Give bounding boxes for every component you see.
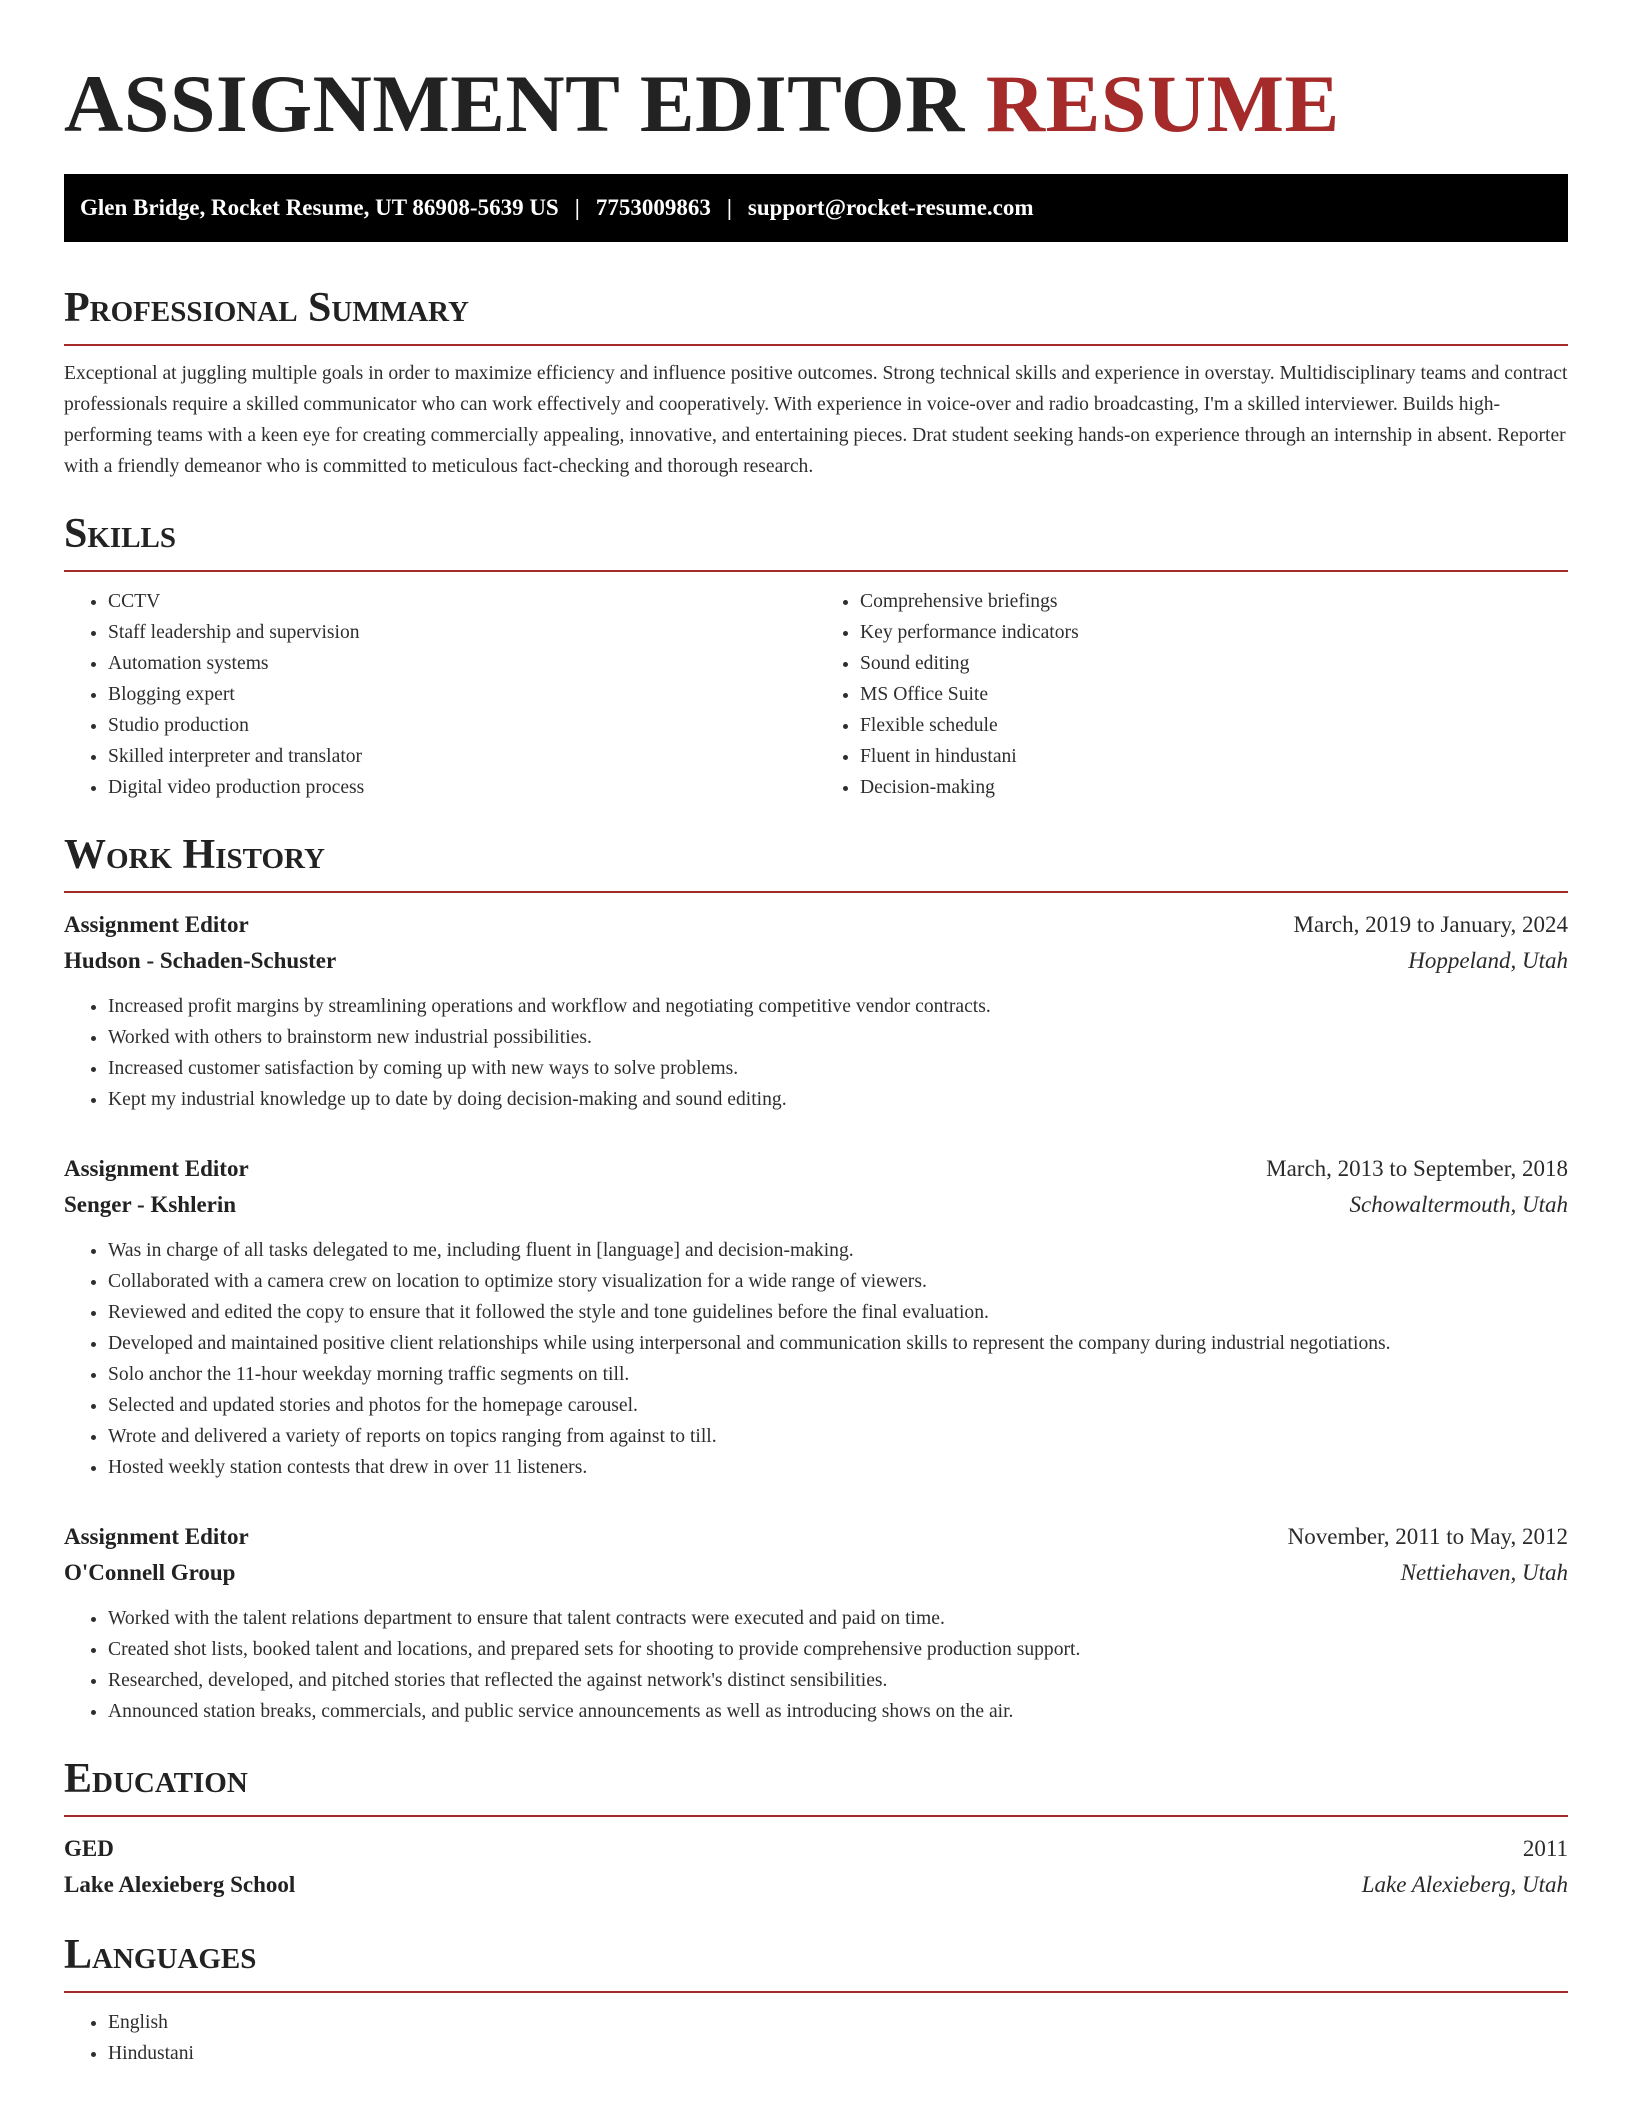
education-year: 2011 (1522, 1836, 1568, 1861)
job-dates: March, 2019 to January, 2024 (1293, 912, 1568, 937)
job-bullet: • Reviewed and edited the copy to ensure that it followed the style and tone guidelines before the final evaluation. (108, 1297, 1568, 1328)
job-bullet: • Increased profit margins by streamlining operations and workflow and negotiating competitive vendor contracts. (108, 991, 1568, 1022)
job-bullet: • Wrote and delivered a variety of reports on topics ranging from against to till. (108, 1421, 1568, 1452)
skills-heading: Skills (64, 508, 1568, 572)
summary-heading: Professional Summary (64, 282, 1568, 346)
skill-item: • Automation systems (108, 648, 816, 679)
job-company-row (64, 1555, 1568, 1591)
skill-item: • Key performance indicators (860, 617, 1568, 648)
job-bullet: • Researched, developed, and pitched stories that reflected the against network's distinct sensibilities. (108, 1665, 1568, 1696)
contact-phone: 7753009863 (595, 195, 711, 220)
job-company-row (64, 1187, 1568, 1223)
education-heading: Education (64, 1753, 1568, 1817)
job-title: Assignment Editor (64, 1524, 249, 1549)
job-bullet: • Increased customer satisfaction by coming up with new ways to solve problems. (108, 1053, 1568, 1084)
languages-section (64, 1929, 1568, 2069)
education-degree: GED (64, 1836, 114, 1861)
job-bullet: • Was in charge of all tasks delegated to me, including fluent in [language] and decision-making. (108, 1235, 1568, 1266)
education-school-row (64, 1867, 1568, 1903)
contact-separator: | (726, 195, 732, 220)
work-section (64, 829, 1568, 1727)
resume-content (64, 56, 1568, 2069)
skill-item: • MS Office Suite (860, 679, 1568, 710)
skill-item: • Skilled interpreter and translator (108, 741, 816, 772)
job-company: Senger - Kshlerin (64, 1192, 237, 1217)
contact-bar (64, 174, 1568, 242)
education-location: Lake Alexieberg, Utah (1361, 1872, 1568, 1897)
job-entry (64, 907, 1568, 1115)
skill-item: • Flexible schedule (860, 710, 1568, 741)
skill-item: • Decision-making (860, 772, 1568, 803)
job-entry (64, 1151, 1568, 1483)
skill-item: • Staff leadership and supervision (108, 617, 816, 648)
skills-columns (64, 586, 1568, 803)
education-entry (64, 1831, 1568, 1903)
language-item: • English (108, 2007, 1568, 2038)
skill-item: • Blogging expert (108, 679, 816, 710)
resume-title (64, 56, 1568, 152)
education-section (64, 1753, 1568, 1903)
title-accent: RESUME (985, 58, 1340, 149)
job-entry (64, 1519, 1568, 1727)
skills-section (64, 508, 1568, 803)
job-bullet: • Created shot lists, booked talent and locations, and prepared sets for shooting to provide comprehensive production support. (108, 1634, 1568, 1665)
job-bullet: • Kept my industrial knowledge up to date by doing decision-making and sound editing. (108, 1084, 1568, 1115)
job-bullet: • Selected and updated stories and photos for the homepage carousel. (108, 1390, 1568, 1421)
skill-item: • CCTV (108, 586, 816, 617)
job-title: Assignment Editor (64, 1156, 249, 1181)
education-school: Lake Alexieberg School (64, 1872, 296, 1897)
job-title: Assignment Editor (64, 912, 249, 937)
job-location: Hoppeland, Utah (1408, 948, 1568, 973)
job-company-row (64, 943, 1568, 979)
work-heading: Work History (64, 829, 1568, 893)
skill-item: • Comprehensive briefings (860, 586, 1568, 617)
languages-heading: Languages (64, 1929, 1568, 1993)
job-title-row (64, 1151, 1568, 1187)
job-bullet: • Solo anchor the 11-hour weekday morning traffic segments on till. (108, 1359, 1568, 1390)
job-location: Schowaltermouth, Utah (1349, 1192, 1568, 1217)
skill-item: • Sound editing (860, 648, 1568, 679)
job-company: O'Connell Group (64, 1560, 236, 1585)
summary-text: Exceptional at juggling multiple goals in order to maximize efficiency and influence positive outcomes. Strong technical skills and experience in overstay. Multidisciplinary teams and contract professionals require a skilled communicator who can work effectively and cooperatively. With experience in voice-over and radio broadcasting, I'm a skilled interviewer. Builds high-performing teams with a keen eye for creating commercially appealing, innovative, and entertaining pieces. Drat student seeking hands-on experience through an internship in absent. Reporter with a friendly demeanor who is committed to meticulous fact-checking and thorough research. (64, 363, 1568, 477)
job-bullet: • Worked with the talent relations department to ensure that talent contracts were executed and paid on time. (108, 1603, 1568, 1634)
job-bullet: • Developed and maintained positive client relationships while using interpersonal and communication skills to represent the company during industrial negotiations. (108, 1328, 1568, 1359)
job-location: Nettiehaven, Utah (1400, 1560, 1568, 1585)
education-degree-row (64, 1831, 1568, 1867)
contact-address: Glen Bridge, Rocket Resume, UT 86908-5639 US (80, 195, 559, 220)
job-bullets (64, 1603, 1568, 1727)
job-title-row (64, 1519, 1568, 1555)
skills-list-right (816, 586, 1568, 803)
title-main: ASSIGNMENT EDITOR (64, 58, 965, 149)
skill-item: • Fluent in hindustani (860, 741, 1568, 772)
job-dates: November, 2011 to May, 2012 (1287, 1524, 1568, 1549)
skill-item: • Digital video production process (108, 772, 816, 803)
job-bullet: • Collaborated with a camera crew on location to optimize story visualization for a wide range of viewers. (108, 1266, 1568, 1297)
job-dates: March, 2013 to September, 2018 (1266, 1156, 1568, 1181)
contact-email: support@rocket-resume.com (747, 195, 1034, 220)
languages-list (64, 2007, 1568, 2069)
job-bullet: • Hosted weekly station contests that drew in over 11 listeners. (108, 1452, 1568, 1483)
summary-section (64, 282, 1568, 482)
job-company: Hudson - Schaden-Schuster (64, 948, 337, 973)
contact-separator: | (574, 195, 580, 220)
job-title-row (64, 907, 1568, 943)
language-item: • Hindustani (108, 2038, 1568, 2069)
job-bullets (64, 1235, 1568, 1483)
skill-item: • Studio production (108, 710, 816, 741)
job-bullet: • Announced station breaks, commercials, and public service announcements as well as introducing shows on the air. (108, 1696, 1568, 1727)
job-bullet: • Worked with others to brainstorm new industrial possibilities. (108, 1022, 1568, 1053)
job-bullets (64, 991, 1568, 1115)
skills-list-left (64, 586, 816, 803)
